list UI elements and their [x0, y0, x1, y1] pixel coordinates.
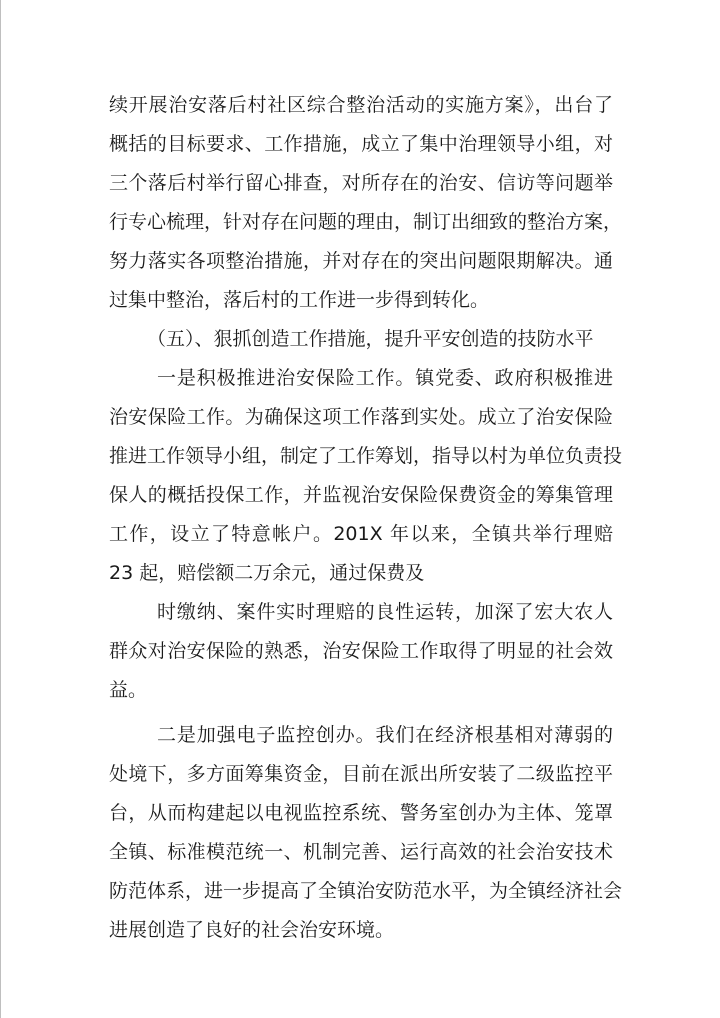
text-line: 二是加强电子监控创办。我们在经济根基相对薄弱的 — [157, 724, 613, 746]
text-line: 过集中整治，落后村的工作进一步得到转化。 — [109, 289, 490, 311]
text-line: 治安保险工作。为确保这项工作落到实处。成立了治安保险 — [109, 406, 613, 428]
text-line: 全镇、标准模范统一、机制完善、运行高效的社会治安技术 — [109, 841, 613, 863]
text-line: 时缴纳、案件实时理赔的良性运转，加深了宏大农人 — [157, 601, 613, 623]
text-line: 进展创造了良好的社会治安环境。 — [109, 919, 395, 941]
section-heading: （五）、狠抓创造工作措施，提升平安创造的技防水平 — [147, 328, 594, 350]
text-line: 努力落实各项整治措施，并对存在的突出问题限期解决。通 — [109, 250, 613, 272]
text-line: 续开展治安落后村社区综合整治活动的实施方案》，出台了 — [109, 94, 613, 116]
text-line: 保人的概括投保工作，并监视治安保险保费资金的筹集管理 — [109, 484, 613, 506]
text-line: 处境下，多方面筹集资金，目前在派出所安装了二级监控平 — [109, 763, 613, 785]
text-line: 推进工作领导小组，制定了工作筹划，指导以村为单位负责投 — [109, 445, 623, 467]
text-line: 一是积极推进治安保险工作。镇党委、政府积极推进 — [157, 367, 613, 389]
paragraph-1 — [109, 86, 623, 320]
text-line: 防范体系，进一步提高了全镇治安防范水平，为全镇经济社会 — [109, 880, 623, 902]
text-line: 三个落后村举行留心排查，对所存在的治安、信访等问题举 — [109, 172, 613, 194]
text-line: 益。 — [109, 679, 148, 701]
paragraph-2 — [109, 359, 623, 710]
text-line: 台，从而构建起以电视监控系统、警务室创办为主体、笼罩 — [109, 802, 613, 824]
paragraph-3 — [109, 716, 623, 950]
document-body — [109, 86, 623, 950]
text-line: 概括的目标要求、工作措施，成立了集中治理领导小组，对 — [109, 133, 613, 155]
text-line: 工作，设立了特意帐户。201X 年以来，全镇共举行理赔 — [109, 523, 613, 545]
text-line: 23 起，赔偿额二万余元，通过保费及 — [109, 562, 425, 584]
text-line: 群众对治安保险的熟悉，治安保险工作取得了明显的社会效 — [109, 640, 613, 662]
text-line: 行专心梳理，针对存在问题的理由，制订出细致的整治方案， — [109, 211, 623, 233]
